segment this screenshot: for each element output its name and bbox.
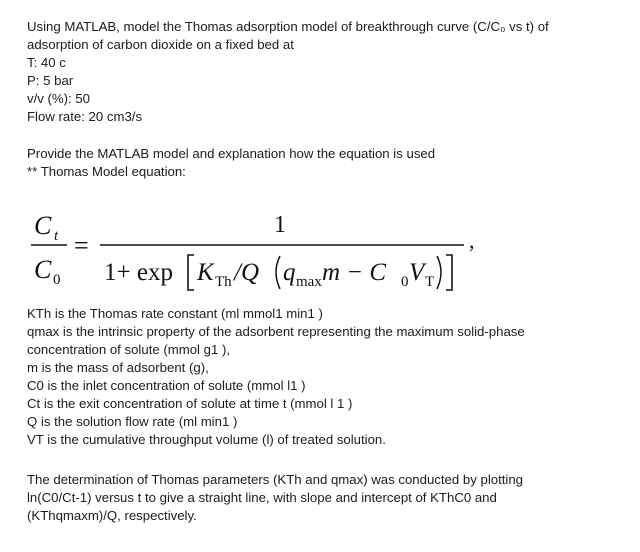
left-paren	[276, 256, 280, 289]
trailing-comma: ,	[469, 228, 475, 253]
conclusion-line-2: ln(C0/Ct-1) versus t to give a straight line, with slope and intercept of KThC0 and	[27, 490, 497, 505]
rhs-numerator: 1	[274, 212, 286, 238]
equation-heading: ** Thomas Model equation:	[27, 164, 186, 179]
lhs-numerator-symbol: C	[34, 211, 52, 240]
volume-fraction-spec: v/v (%): 50	[27, 91, 91, 106]
k-subscript: Th	[215, 274, 232, 290]
v-subscript: T	[425, 274, 435, 290]
m-minus-c: m − C	[322, 259, 387, 286]
definition-m: m is the mass of adsorbent (g),	[27, 360, 209, 375]
intro-line-1: Using MATLAB, model the Thomas adsorption model of breakthrough curve (C/C₀ vs t) of	[27, 19, 549, 34]
c-subscript: 0	[401, 274, 409, 290]
one-plus-exp: 1+ exp	[104, 259, 173, 286]
lhs-numerator-subscript: t	[54, 228, 59, 244]
definition-qmax: qmax is the intrinsic property of the adsorbent representing the maximum solid-phase	[27, 324, 525, 339]
pressure-spec: P: 5 bar	[27, 73, 74, 88]
intro-line-2: adsorption of carbon dioxide on a fixed bed at	[27, 37, 294, 52]
slash-q: /Q	[234, 259, 259, 286]
conclusion-line-1: The determination of Thomas parameters (KTh and qmax) was conducted by plotting	[27, 472, 524, 487]
left-bracket	[188, 255, 194, 290]
conclusion-line-3: (KThqmaxm)/Q, respectively.	[27, 508, 197, 523]
definition-q: Q is the solution flow rate (ml min1 )	[27, 414, 238, 429]
definition-kth: KTh is the Thomas rate constant (ml mmol1 min1 )	[27, 306, 323, 321]
definition-c0: C0 is the inlet concentration of solute (mmol l1 )	[27, 378, 306, 393]
right-bracket	[446, 255, 452, 290]
temperature-spec: T: 40 c	[27, 55, 66, 70]
v-symbol: V	[409, 259, 425, 286]
flow-rate-spec: Flow rate: 20 cm3/s	[27, 109, 143, 124]
k-symbol: K	[197, 259, 214, 286]
q-subscript: max	[296, 274, 322, 290]
definition-ct: Ct is the exit concentration of solute at time t (mmol l 1 )	[27, 396, 353, 411]
task-request: Provide the MATLAB model and explanation how the equation is used	[27, 146, 436, 161]
definition-qmax-cont: concentration of solute (mmol g1 ),	[27, 342, 231, 357]
thomas-model-equation	[22, 196, 502, 298]
lhs-denominator-symbol: C	[34, 255, 52, 284]
right-paren	[437, 256, 441, 289]
q-symbol: q	[283, 259, 296, 286]
lhs-denominator-subscript: 0	[53, 272, 61, 288]
equals-sign: =	[74, 231, 89, 260]
definition-vt: VT is the cumulative throughput volume (l) of treated solution.	[27, 432, 386, 447]
